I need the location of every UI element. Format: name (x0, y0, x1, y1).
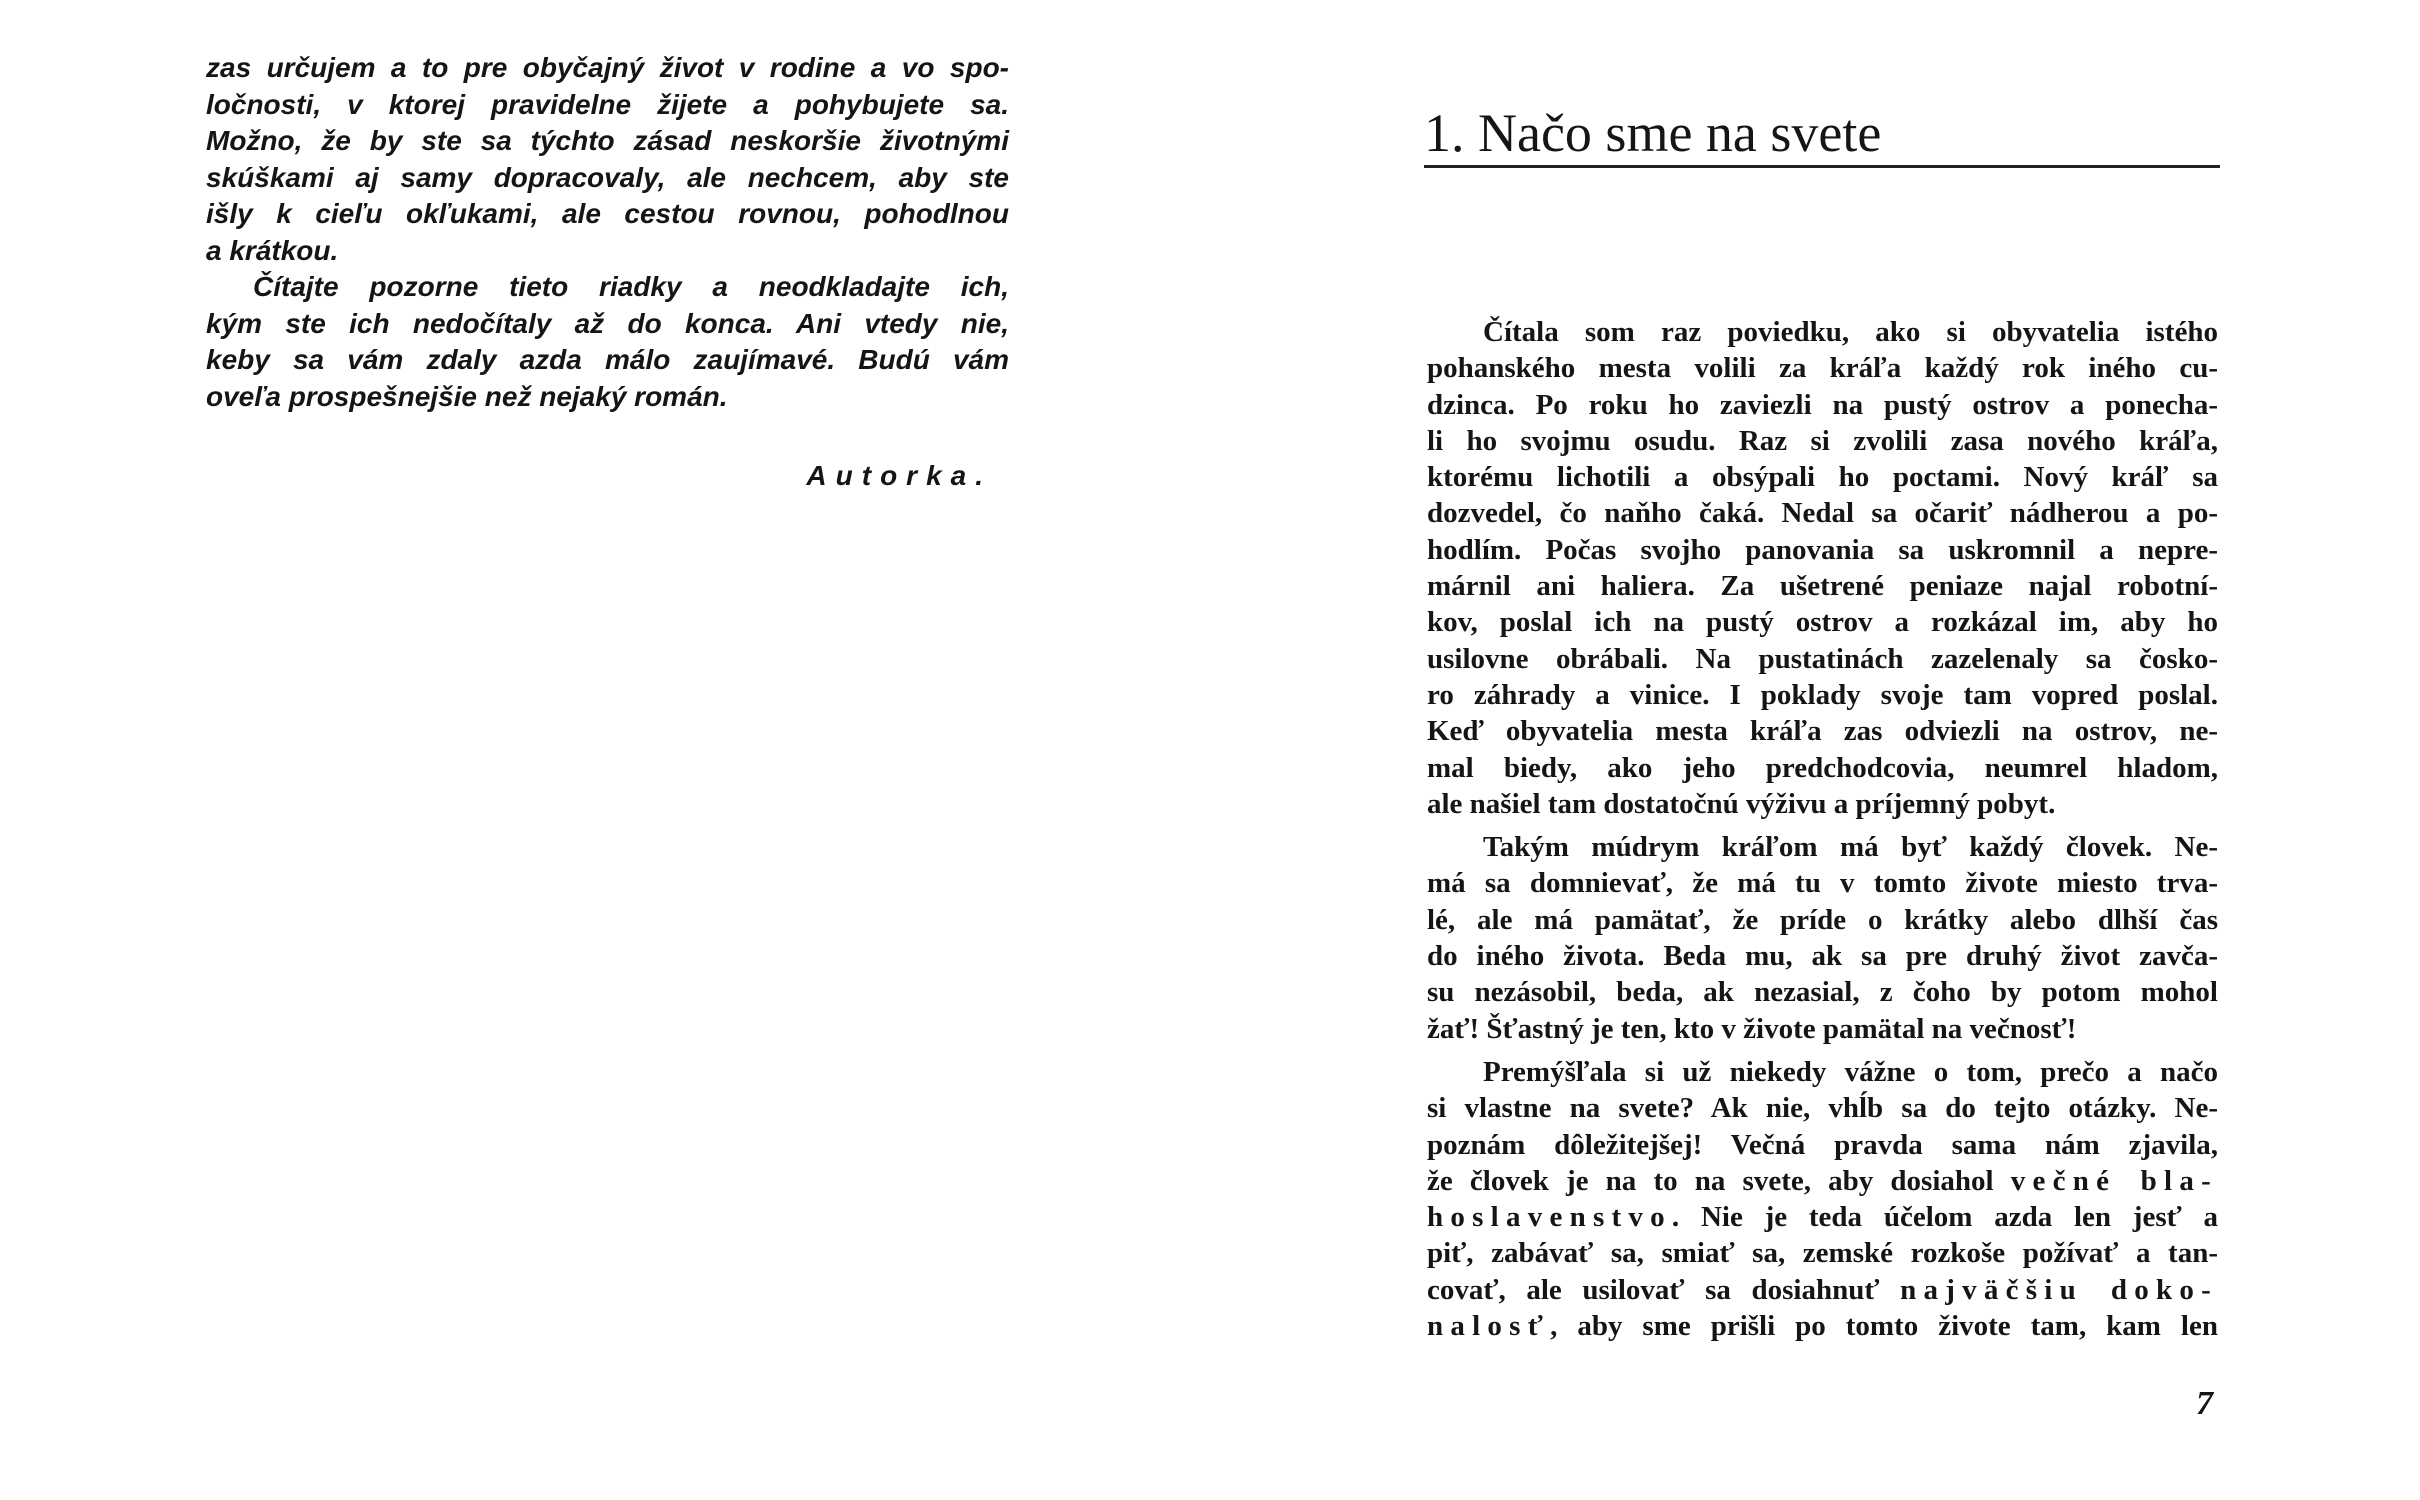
text-line: žať! Šťastný je ten, kto v živote pamätal na večnosť! (1427, 1012, 2077, 1045)
text-line: hodlím. Počas svojho panovania sa uskromnil a nepre- (1427, 533, 2218, 566)
author-signature: Autorka. (806, 460, 992, 491)
text-line: dozvedel, čo naňho čaká. Nedal sa očariť nádherou a po- (1427, 497, 2218, 530)
text-line: oveľa prospešnejšie než nejaký román. (206, 380, 728, 412)
text-line: ro záhrady a vinice. I poklady svoje tam vopred poslal. (1427, 678, 2218, 711)
text-line: márnil ani haliera. Za ušetrené peniaze najal robotní- (1427, 570, 2218, 603)
text-line: piť, zabávať sa, smiať sa, zemské rozkoše požívať a tan- (1427, 1237, 2218, 1270)
text-line: si vlastne na svete? Ak nie, vhĺb sa do tejto otázky. Ne- (1427, 1092, 2218, 1125)
text-segment: covať, ale usilovať sa dosiahnuť (1427, 1273, 1901, 1306)
text-line: poznám dôležitejšej! Večná pravda sama nám zjavila, (1427, 1128, 2218, 1161)
text-line: kým ste ich nedočítaly až do konca. Ani vtedy nie, (206, 307, 1009, 339)
spaced-emphasis: nalosť (1427, 1310, 1551, 1343)
paragraph (206, 269, 1009, 415)
paragraph (1427, 1054, 2218, 1344)
text-line: Možno, že by ste sa týchto zásad neskoršie životnými (206, 125, 1009, 156)
text-line (1427, 1272, 2218, 1308)
text-line: a krátkou. (206, 234, 339, 266)
spaced-emphasis: večné bla- (2010, 1164, 2218, 1197)
page-number: 7 (2196, 1385, 2213, 1422)
right-page (1210, 0, 2420, 1500)
text-segment: . Nie je teda účelom azda len jesť a (1671, 1201, 2218, 1234)
text-line: Premýšľala si už niekedy vážne o tom, prečo a načo (1483, 1055, 2218, 1088)
text-segment: , aby sme prišli po tomto živote tam, kam len (1550, 1310, 2218, 1343)
text-line: Čítala som raz poviedku, ako si obyvatelia istého (1483, 316, 2218, 348)
text-line: pohanského mesta volili za kráľa každý rok iného cu- (1427, 352, 2218, 385)
text-line: li ho svojmu osudu. Raz si zvolili zasa nového kráľa, (1427, 424, 2218, 457)
paragraph (1427, 314, 2218, 822)
text-line: Čítajte pozorne tieto riadky a neodkladajte ich, (253, 271, 1009, 302)
text-line: išly k cieľu okľukami, ale cestou rovnou, pohodlnou (206, 198, 1009, 229)
text-line: dzinca. Po roku ho zaviezli na pustý ostrov a ponecha- (1427, 388, 2218, 421)
text-line: zas určujem a to pre obyčajný život v rodine a vo spo- (206, 52, 1009, 83)
text-line: lé, ale má pamätať, že príde o krátky alebo dlhší čas (1427, 903, 2218, 936)
text-line (1427, 1308, 2218, 1344)
paragraph (1427, 829, 2218, 1047)
text-line (1427, 1199, 2218, 1235)
chapter-title: 1. Načo sme na svete (1424, 103, 1882, 163)
text-line: usilovne obrábali. Na pustatinách zazelenaly sa čosko- (1427, 642, 2218, 675)
text-line: do iného života. Beda mu, ak sa pre druhý život zavča- (1427, 940, 2218, 973)
spaced-emphasis: najväčšiu doko- (1900, 1273, 2218, 1306)
text-line: Takým múdrym kráľom má byť každý človek. Ne- (1483, 831, 2218, 864)
text-line: keby sa vám zdaly azda málo zaujímavé. Budú vám (206, 344, 1009, 375)
paragraph (206, 50, 1009, 269)
spaced-emphasis: hoslavenstvo (1427, 1201, 1672, 1234)
text-line: ale našiel tam dostatočnú výživu a príjemný pobyt. (1427, 787, 2056, 820)
preface-text (206, 50, 1009, 415)
text-line: kov, poslal ich na pustý ostrov a rozkázal im, aby ho (1427, 606, 2218, 639)
text-line: skúškami aj samy dopracovaly, ale nechcem, aby ste (206, 161, 1009, 193)
text-line: su nezásobil, beda, ak nezasial, z čoho by potom mohol (1427, 976, 2218, 1009)
text-line: Keď obyvatelia mesta kráľa zas odviezli na ostrov, ne- (1427, 715, 2218, 748)
chapter-text (1427, 314, 2218, 1344)
text-segment: že človek je na to na svete, aby dosiahol (1427, 1164, 2011, 1197)
text-line: ločnosti, v ktorej pravidelne žijete a pohybujete sa. (206, 88, 1009, 120)
text-line (1427, 1163, 2218, 1199)
title-rule (1424, 165, 2220, 168)
text-line: má sa domnievať, že má tu v tomto živote miesto trva- (1427, 867, 2218, 900)
text-line: ktorému lichotili a obsýpali ho poctami. Nový kráľ sa (1427, 461, 2218, 494)
text-line: mal biedy, ako jeho predchodcovia, neumrel hladom, (1427, 751, 2218, 784)
